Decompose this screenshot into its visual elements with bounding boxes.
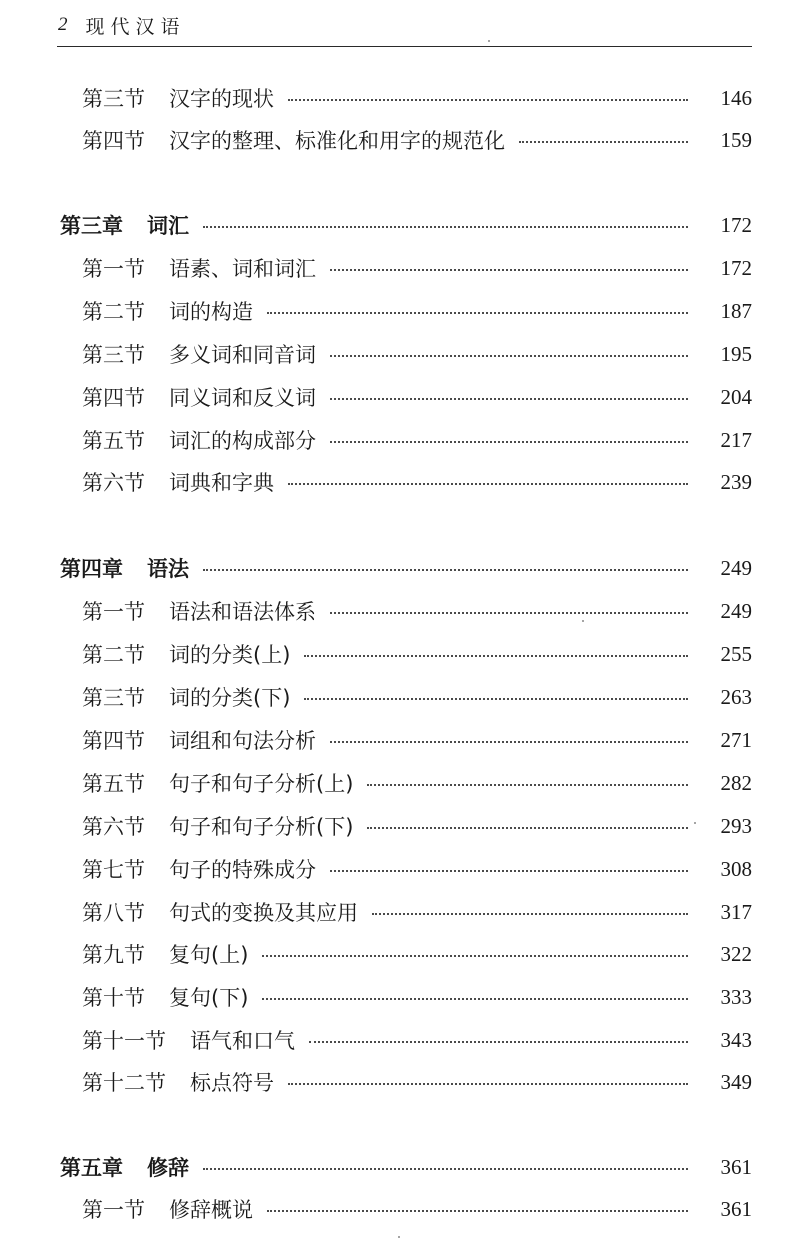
header-rule: [57, 46, 752, 47]
entry-label: [60, 1152, 189, 1182]
dot-leader: [330, 741, 688, 743]
entry-page-number: 282: [720, 770, 752, 795]
dot-leader: [367, 784, 688, 786]
toc-section-entry: [0, 465, 800, 499]
entry-title: 修辞: [147, 1156, 189, 1180]
toc-section-entry: [0, 81, 800, 115]
entry-page-number: 333: [720, 984, 752, 1009]
dot-leader: [367, 827, 688, 829]
toc-section-entry: [0, 895, 800, 929]
toc-section-entry: [0, 1023, 800, 1057]
entry-label: [82, 596, 316, 626]
dot-leader: [262, 955, 688, 957]
entry-number: 第一节: [82, 1198, 145, 1222]
entry-number: 第六节: [82, 815, 145, 839]
entry-number: 第九节: [82, 943, 145, 967]
toc-section-entry: [0, 380, 800, 414]
dot-leader: [288, 483, 688, 485]
entry-page-number: 239: [720, 469, 752, 494]
entry-page-number: 361: [720, 1154, 752, 1179]
dot-leader: [330, 269, 688, 271]
entry-label: [82, 811, 353, 841]
entry-label: [82, 1025, 295, 1055]
entry-number: 第十一节: [82, 1029, 166, 1053]
entry-page-number: 187: [720, 298, 752, 323]
toc-section-entry: [0, 980, 800, 1014]
entry-title: 汉字的现状: [169, 87, 274, 111]
entry-title: 标点符号: [190, 1071, 274, 1095]
entry-page-number: 308: [720, 856, 752, 881]
dot-leader: [203, 226, 688, 228]
toc-section-entry: [0, 937, 800, 971]
entry-title: 同义词和反义词: [169, 386, 316, 410]
entry-label: [82, 467, 274, 497]
entry-label: [60, 553, 189, 583]
toc-chapter-entry: [0, 1150, 800, 1184]
entry-number: 第五节: [82, 429, 145, 453]
entry-page-number: 204: [720, 384, 752, 409]
entry-page-number: 349: [720, 1069, 752, 1094]
entry-page-number: 172: [720, 255, 752, 280]
entry-page-number: 172: [720, 212, 752, 237]
dot-leader: [330, 612, 688, 614]
entry-title: 词汇: [147, 214, 189, 238]
entry-page-number: 317: [720, 899, 752, 924]
toc-section-entry: [0, 680, 800, 714]
dot-leader: [330, 441, 688, 443]
entry-number: 第十二节: [82, 1071, 166, 1095]
entry-label: [82, 682, 290, 712]
toc-section-entry: [0, 1065, 800, 1099]
toc-section-entry: [0, 594, 800, 628]
entry-label: [82, 725, 316, 755]
toc-section-entry: [0, 294, 800, 328]
dot-leader: [288, 99, 688, 101]
entry-title: 复句(上): [169, 943, 249, 967]
entry-page-number: 271: [720, 727, 752, 752]
entry-number: 第一节: [82, 257, 145, 281]
dot-leader: [203, 1168, 688, 1170]
entry-page-number: 146: [720, 85, 752, 110]
toc-section-entry: [0, 852, 800, 886]
toc-chapter-entry: [0, 551, 800, 585]
entry-number: 第三节: [82, 343, 145, 367]
entry-number: 第六节: [82, 471, 145, 495]
entry-label: [82, 854, 316, 884]
entry-label: [82, 425, 316, 455]
entry-title: 复句(下): [169, 986, 249, 1010]
entry-title: 句式的变换及其应用: [169, 901, 358, 925]
entry-label: [82, 768, 353, 798]
toc-section-entry: [0, 637, 800, 671]
entry-page-number: 255: [720, 641, 752, 666]
toc-section-entry: [0, 1192, 800, 1226]
entry-title: 语气和口气: [190, 1029, 295, 1053]
dot-leader: [267, 1210, 688, 1212]
toc-section-entry: [0, 337, 800, 371]
entry-number: 第五节: [82, 772, 145, 796]
running-title: 现代汉语: [85, 15, 186, 38]
entry-title: 词的分类(上): [169, 643, 291, 667]
entry-label: [82, 1067, 274, 1097]
entry-title: 词汇的构成部分: [169, 429, 316, 453]
toc-section-entry: [0, 423, 800, 457]
entry-title: 修辞概说: [169, 1198, 253, 1222]
toc-section-entry: [0, 766, 800, 800]
entry-label: [82, 639, 290, 669]
toc-section-entry: [0, 123, 800, 157]
entry-title: 词典和字典: [169, 471, 274, 495]
dot-leader: [330, 355, 688, 357]
entry-number: 第四章: [60, 557, 123, 581]
entry-title: 多义词和同音词: [169, 343, 316, 367]
dot-leader: [262, 998, 688, 1000]
entry-page-number: 322: [720, 941, 752, 966]
entry-label: [82, 253, 316, 283]
entry-number: 第四节: [82, 386, 145, 410]
entry-label: [82, 897, 358, 927]
entry-label: [82, 939, 248, 969]
entry-number: 第七节: [82, 858, 145, 882]
entry-title: 汉字的整理、标准化和用字的规范化: [169, 129, 505, 153]
entry-title: 句子和句子分析(上): [169, 772, 354, 796]
entry-title: 词组和句法分析: [169, 729, 316, 753]
entry-page-number: 361: [720, 1196, 752, 1221]
entry-number: 第八节: [82, 901, 145, 925]
entry-page-number: 343: [720, 1027, 752, 1052]
dot-leader: [519, 141, 688, 143]
paper-speck: [694, 822, 696, 824]
entry-title: 语法: [147, 557, 189, 581]
entry-number: 第二节: [82, 643, 145, 667]
entry-number: 第四节: [82, 729, 145, 753]
entry-number: 第二节: [82, 300, 145, 324]
dot-leader: [304, 698, 688, 700]
entry-page-number: 293: [720, 813, 752, 838]
entry-page-number: 249: [720, 598, 752, 623]
entry-title: 词的构造: [169, 300, 253, 324]
entry-label: [60, 210, 189, 240]
entry-title: 语法和语法体系: [169, 600, 316, 624]
entry-title: 句子和句子分析(下): [169, 815, 354, 839]
entry-number: 第五章: [60, 1156, 123, 1180]
entry-number: 第十节: [82, 986, 145, 1010]
entry-label: [82, 1194, 253, 1224]
toc-section-entry: [0, 251, 800, 285]
entry-number: 第四节: [82, 129, 145, 153]
entry-label: [82, 382, 316, 412]
toc-section-entry: [0, 723, 800, 757]
entry-page-number: 217: [720, 427, 752, 452]
entry-page-number: 195: [720, 341, 752, 366]
dot-leader: [330, 398, 688, 400]
page-number: 2: [58, 14, 68, 35]
entry-label: [82, 339, 316, 369]
dot-leader: [304, 655, 688, 657]
dot-leader: [330, 870, 688, 872]
entry-page-number: 263: [720, 684, 752, 709]
entry-number: 第三节: [82, 686, 145, 710]
paper-speck: [488, 40, 490, 42]
dot-leader: [309, 1041, 688, 1043]
entry-label: [82, 982, 248, 1012]
entry-number: 第三章: [60, 214, 123, 238]
entry-number: 第三节: [82, 87, 145, 111]
dot-leader: [267, 312, 688, 314]
entry-page-number: 159: [720, 127, 752, 152]
entry-title: 词的分类(下): [169, 686, 291, 710]
entry-title: 语素、词和词汇: [169, 257, 316, 281]
paper-speck: [398, 1236, 400, 1238]
toc-section-entry: [0, 809, 800, 843]
toc-chapter-entry: [0, 208, 800, 242]
paper-speck: [582, 620, 584, 622]
entry-page-number: 249: [720, 555, 752, 580]
dot-leader: [288, 1083, 688, 1085]
page-header: [58, 10, 186, 40]
entry-label: [82, 125, 505, 155]
entry-label: [82, 83, 274, 113]
dot-leader: [372, 913, 688, 915]
entry-number: 第一节: [82, 600, 145, 624]
entry-label: [82, 296, 253, 326]
dot-leader: [203, 569, 688, 571]
entry-title: 句子的特殊成分: [169, 858, 316, 882]
